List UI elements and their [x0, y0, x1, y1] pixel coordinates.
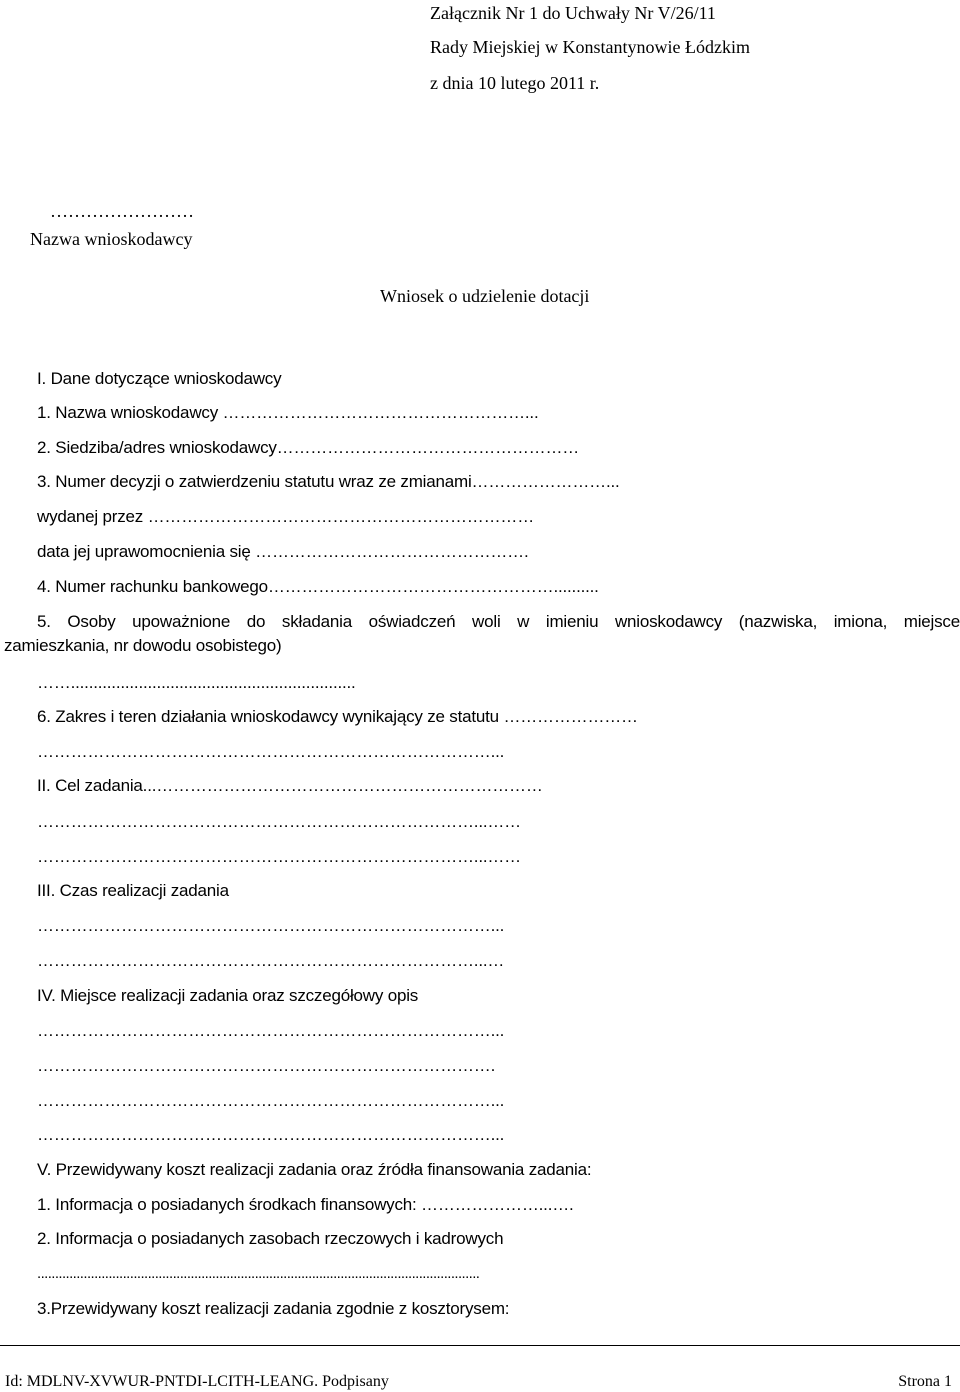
- header-line-2: Rady Miejskiej w Konstantynowie Łódzkim: [430, 37, 750, 57]
- goal-fill-2: ……………………………………………………………………...……: [37, 847, 521, 866]
- section-4-heading: IV. Miejsce realizacji zadania oraz szczegółowy opis: [37, 986, 419, 1005]
- cost-estimate-heading: 3.Przewidywany koszt realizacji zadania zgodnie z kosztorysem:: [37, 1299, 510, 1318]
- authorized-persons-fill: ……...............................................................: [37, 673, 356, 692]
- material-resources-heading: 2. Informacja o posiadanych zasobach rzeczowych i kadrowych: [37, 1229, 504, 1248]
- scope-of-activity-field: 6. Zakres i teren działania wnioskodawcy wynikający ze statutu ……………………: [37, 707, 638, 726]
- time-fill-2: ……………………………………………………………………...…: [37, 951, 505, 970]
- footer-divider: [0, 1345, 960, 1346]
- footer-page-number: Strona 1: [898, 1373, 952, 1390]
- section-5-heading: V. Przewidywany koszt realizacji zadania oraz źródła finansowania zadania:: [37, 1160, 592, 1179]
- applicant-name-field: 1. Nazwa wnioskodawcy ………………………………………………...: [37, 403, 539, 422]
- time-fill-1: ………………………………………………………………………...: [37, 916, 505, 935]
- material-resources-fill: ............................................................................................................................: [37, 1265, 480, 1282]
- bank-account-field: 4. Numer rachunku bankowego……………………………………………..........: [37, 577, 599, 596]
- issued-by-field: wydanej przez ……………………………………………………………: [37, 507, 534, 526]
- section-3-heading: III. Czas realizacji zadania: [37, 881, 229, 900]
- financial-resources-field: 1. Informacja o posiadanych środkach finansowych: …………………...….: [37, 1195, 574, 1214]
- section-2-heading: II. Cel zadania...……………………………………………………………: [37, 776, 543, 795]
- place-fill-1: ………………………………………………………………………...: [37, 1021, 505, 1040]
- place-fill-2: ……………………………………………………………………….: [37, 1056, 496, 1075]
- place-fill-3: ………………………………………………………………………...: [37, 1091, 505, 1110]
- applicant-address-field: 2. Siedziba/adres wnioskodawcy………………………………………………: [37, 438, 580, 457]
- statute-decision-field: 3. Numer decyzji o zatwierdzeniu statutu wraz ze zmianami……………………...: [37, 472, 620, 491]
- authorized-persons-line-1: 5. Osoby upoważnione do składania oświadczeń woli w imieniu wnioskodawcy (nazwiska, imiona, miejsce: [37, 612, 960, 631]
- authorized-persons-line-2: zamieszkania, nr dowodu osobistego): [4, 636, 282, 655]
- applicant-name-dots: ……………………: [50, 201, 194, 221]
- header-line-3: z dnia 10 lutego 2011 r.: [430, 73, 600, 93]
- place-fill-4: ………………………………………………………………………...: [37, 1125, 505, 1144]
- validity-date-field: data jej uprawomocnienia się ………………………………………….: [37, 542, 529, 561]
- header-line-1: Załącznik Nr 1 do Uchwały Nr V/26/11: [430, 3, 716, 23]
- scope-of-activity-fill: ………………………………………………………………………...: [37, 742, 505, 761]
- applicant-name-caption: Nazwa wnioskodawcy: [30, 229, 193, 249]
- document-title: Wniosek o udzielenie dotacji: [380, 286, 590, 306]
- goal-fill-1: ……………………………………………………………………...……: [37, 812, 521, 831]
- section-1-heading: I. Dane dotyczące wnioskodawcy: [37, 369, 282, 388]
- footer-document-id: Id: MDLNV-XVWUR-PNTDI-LCITH-LEANG. Podpisany: [5, 1373, 389, 1390]
